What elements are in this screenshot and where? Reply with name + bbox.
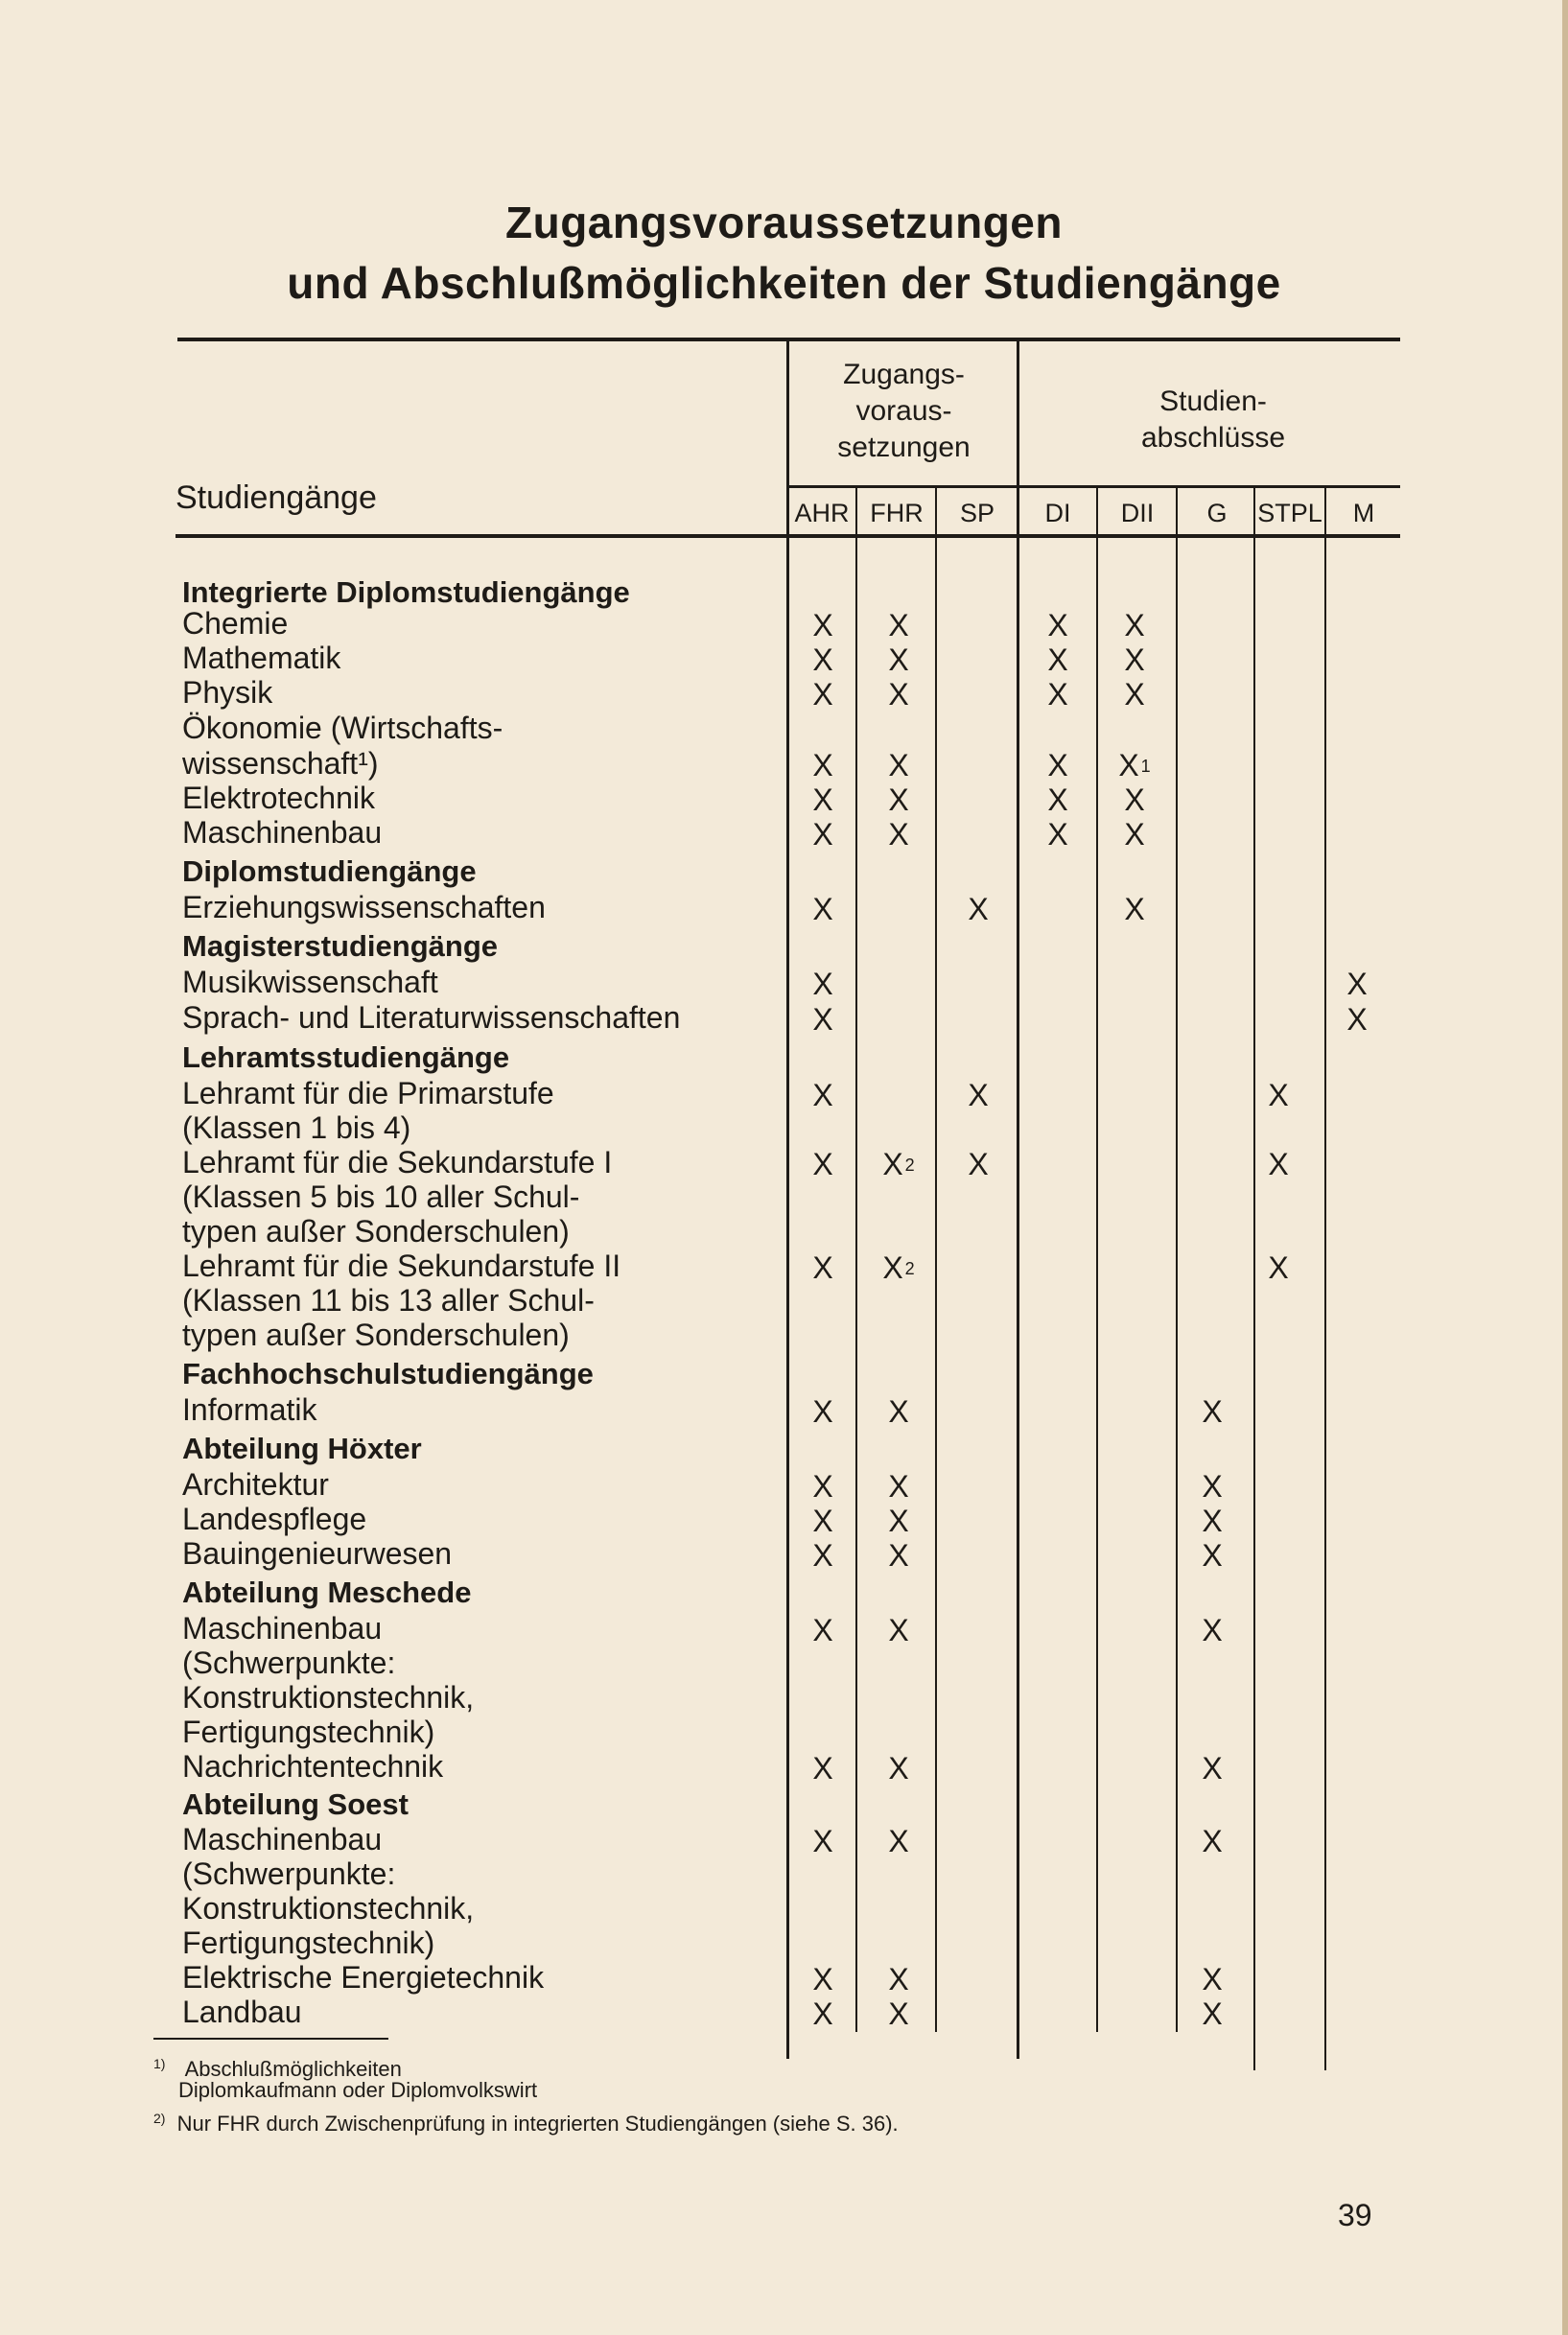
table-row xyxy=(0,1995,1568,2029)
program-label: (Klassen 5 bis 10 aller Schul- xyxy=(182,1179,580,1214)
mark-ahr xyxy=(804,642,842,677)
mark-x: X xyxy=(1202,1751,1223,1786)
column-header-ahr: AHR xyxy=(794,499,850,527)
mark-ahr xyxy=(804,782,842,817)
mark-ahr xyxy=(804,1824,842,1858)
program-label: typen außer Sonderschulen) xyxy=(182,1214,570,1249)
program-label: wissenschaft¹) xyxy=(182,746,379,781)
mark-x: X xyxy=(1124,677,1145,712)
category-row xyxy=(0,1432,1568,1466)
program-label: (Klassen 11 bis 13 aller Schul- xyxy=(182,1283,595,1318)
table-row xyxy=(0,1467,1568,1502)
program-label: Maschinenbau xyxy=(182,815,383,850)
mark-x: X xyxy=(888,1613,909,1647)
page-number: 39 xyxy=(1338,2198,1372,2232)
mark-x: X xyxy=(812,1538,833,1573)
program-label: Ökonomie (Wirtschafts- xyxy=(182,711,503,745)
category-label: Fachhochschulstudiengänge xyxy=(182,1357,594,1390)
program-label: Elektrotechnik xyxy=(182,781,375,815)
mark-x: X xyxy=(812,1147,833,1181)
mark-x: X xyxy=(812,1996,833,2031)
mark-x: X xyxy=(1047,782,1068,817)
mark-fhr xyxy=(879,1751,918,1786)
mark-x: X xyxy=(812,967,833,1001)
mark-x: X xyxy=(812,1469,833,1504)
table-row xyxy=(0,746,1568,781)
mark-x: X xyxy=(888,1962,909,1996)
mark-x: X xyxy=(888,1469,909,1504)
mark-ahr xyxy=(804,1250,842,1285)
program-label: Fertigungstechnik) xyxy=(182,1926,435,1960)
mark-x: X xyxy=(1124,892,1145,926)
column-header-sp: SP xyxy=(959,499,995,527)
mark-x: X xyxy=(1047,748,1068,782)
program-label: Landespflege xyxy=(182,1502,367,1536)
table-row xyxy=(0,1891,1568,1926)
footnote-ref: 1 xyxy=(1140,757,1151,776)
mark-fhr xyxy=(879,1394,918,1429)
program-label: Landbau xyxy=(182,1995,302,2029)
mark-m xyxy=(1338,1002,1376,1037)
mark-x: X xyxy=(968,1078,989,1112)
table-row xyxy=(0,1715,1568,1749)
table-row xyxy=(0,1318,1568,1352)
mark-stpl xyxy=(1259,1250,1298,1285)
program-label: Sprach- und Literaturwissenschaften xyxy=(182,1000,681,1035)
table-row xyxy=(0,781,1568,815)
mark-ahr xyxy=(804,1002,842,1037)
mark-dii xyxy=(1115,642,1154,677)
mark-fhr xyxy=(879,782,918,817)
mark-x: X xyxy=(888,642,909,677)
mark-stpl xyxy=(1259,1078,1298,1112)
mark-x: X xyxy=(812,1504,833,1538)
mark-x: X xyxy=(1124,782,1145,817)
category-label: Abteilung Höxter xyxy=(182,1432,422,1465)
mark-fhr xyxy=(879,817,918,852)
mark-di xyxy=(1039,817,1077,852)
mark-ahr xyxy=(804,892,842,926)
mark-x: X xyxy=(1202,1394,1223,1429)
mark-x: X xyxy=(1202,1996,1223,2031)
table-row xyxy=(0,606,1568,641)
mark-x: X xyxy=(888,1538,909,1573)
mark-x: X xyxy=(1118,748,1139,782)
mark-x: X xyxy=(888,817,909,852)
mark-ahr xyxy=(804,967,842,1001)
mark-x: X xyxy=(812,1002,833,1037)
header-group-zugang-line-1: Zugangs- xyxy=(843,359,965,390)
mark-ahr xyxy=(804,1751,842,1786)
column-header-g: G xyxy=(1206,499,1228,527)
mark-x: X xyxy=(812,817,833,852)
mark-di xyxy=(1039,677,1077,712)
mark-dii xyxy=(1115,892,1154,926)
mark-x: X xyxy=(888,677,909,712)
mark-ahr xyxy=(804,1078,842,1112)
mark-fhr xyxy=(879,1613,918,1647)
header-group-abschluss-line-1: Studien- xyxy=(1159,385,1267,417)
mark-x: X xyxy=(812,782,833,817)
mark-x: X xyxy=(888,1504,909,1538)
mark-x: X xyxy=(1268,1078,1289,1112)
mark-ahr xyxy=(804,748,842,782)
column-rule-4 xyxy=(1017,338,1019,2059)
mark-fhr xyxy=(879,1469,918,1504)
mark-dii xyxy=(1115,817,1154,852)
category-row xyxy=(0,1040,1568,1075)
header-group-zugang-line-2: voraus- xyxy=(855,395,952,427)
mark-x: X xyxy=(1124,817,1145,852)
mark-x: X xyxy=(882,1147,903,1181)
mark-dii xyxy=(1115,677,1154,712)
category-label: Lehramtsstudiengänge xyxy=(182,1040,510,1074)
mark-x: X xyxy=(888,782,909,817)
column-rule-7 xyxy=(1253,488,1255,2070)
footnote-2-marker: 2) xyxy=(153,2111,166,2126)
mark-ahr xyxy=(804,1962,842,1996)
mark-sp xyxy=(959,892,997,926)
mark-x: X xyxy=(812,608,833,642)
table-row xyxy=(0,1646,1568,1680)
mark-fhr xyxy=(879,677,918,712)
table-row xyxy=(0,711,1568,745)
mark-fhr xyxy=(879,748,918,782)
mark-fhr xyxy=(879,642,918,677)
column-header-fhr: FHR xyxy=(870,499,924,527)
mark-sp xyxy=(959,1147,997,1181)
program-label: Konstruktionstechnik, xyxy=(182,1891,475,1926)
mark-x: X xyxy=(1124,642,1145,677)
mark-x: X xyxy=(968,1147,989,1181)
mark-stpl xyxy=(1259,1147,1298,1181)
mark-fhr xyxy=(879,1824,918,1858)
footnote-1-marker: 1) xyxy=(153,2056,166,2071)
mark-x: X xyxy=(882,1250,903,1285)
mark-x: X xyxy=(1268,1147,1289,1181)
program-label: Mathematik xyxy=(182,641,341,675)
mark-g xyxy=(1193,1613,1231,1647)
mark-di xyxy=(1039,748,1077,782)
mark-dii xyxy=(1115,782,1154,817)
mark-di xyxy=(1039,642,1077,677)
mark-g xyxy=(1193,1996,1231,2031)
mark-g xyxy=(1193,1538,1231,1573)
category-row xyxy=(0,854,1568,889)
table-row xyxy=(0,815,1568,850)
mark-x: X xyxy=(812,677,833,712)
mark-x: X xyxy=(812,748,833,782)
header-mid-rule xyxy=(786,485,1400,488)
footnote-1-text-2: Diplomkaufmann oder Diplomvolkswirt xyxy=(178,2078,538,2102)
mark-x: X xyxy=(1346,967,1368,1001)
column-rule-2 xyxy=(855,488,857,2032)
table-row xyxy=(0,1145,1568,1179)
table-row xyxy=(0,1076,1568,1110)
table-row xyxy=(0,1926,1568,1960)
table-row xyxy=(0,1249,1568,1283)
category-row xyxy=(0,1576,1568,1610)
program-label: Lehramt für die Primarstufe xyxy=(182,1076,554,1110)
category-label: Diplomstudiengänge xyxy=(182,854,477,888)
table-row xyxy=(0,890,1568,924)
program-label: Bauingenieurwesen xyxy=(182,1536,453,1571)
program-label: Nachrichtentechnik xyxy=(182,1749,444,1784)
mark-fhr xyxy=(879,1996,918,2031)
mark-x: X xyxy=(812,1962,833,1996)
mark-di xyxy=(1039,608,1077,642)
category-label: Abteilung Meschede xyxy=(182,1576,472,1609)
mark-x: X xyxy=(888,608,909,642)
table-row xyxy=(0,1680,1568,1715)
footnote-2 xyxy=(153,2105,899,2137)
header-group-abschluss xyxy=(1021,384,1405,456)
table-row xyxy=(0,1179,1568,1214)
table-row xyxy=(0,1960,1568,1995)
mark-ahr xyxy=(804,1996,842,2031)
mark-x: X xyxy=(1202,1824,1223,1858)
mark-g xyxy=(1193,1504,1231,1538)
table-row xyxy=(0,1283,1568,1318)
table-row xyxy=(0,1749,1568,1784)
mark-x: X xyxy=(1202,1613,1223,1647)
mark-g xyxy=(1193,1962,1231,1996)
footnote-ref: 2 xyxy=(904,1156,915,1175)
mark-g xyxy=(1193,1824,1231,1858)
table-row xyxy=(0,641,1568,675)
mark-x: X xyxy=(1202,1962,1223,1996)
mark-ahr xyxy=(804,1394,842,1429)
mark-x: X xyxy=(888,1996,909,2031)
mark-di xyxy=(1039,782,1077,817)
mark-g xyxy=(1193,1394,1231,1429)
mark-g xyxy=(1193,1469,1231,1504)
mark-ahr xyxy=(804,677,842,712)
mark-x: X xyxy=(812,1613,833,1647)
table-row xyxy=(0,1856,1568,1891)
column-rule-8 xyxy=(1324,488,1326,2070)
mark-sp xyxy=(959,1078,997,1112)
table-row xyxy=(0,1392,1568,1427)
mark-x: X xyxy=(812,1751,833,1786)
table-row xyxy=(0,1536,1568,1571)
program-label: Maschinenbau xyxy=(182,1822,383,1856)
program-label: (Schwerpunkte: xyxy=(182,1856,396,1891)
mark-x: X xyxy=(1202,1469,1223,1504)
mark-ahr xyxy=(804,1147,842,1181)
mark-fhr xyxy=(879,1538,918,1573)
mark-x: X xyxy=(812,642,833,677)
table-row xyxy=(0,1822,1568,1856)
mark-fhr xyxy=(879,608,918,642)
column-header-m: M xyxy=(1352,499,1375,527)
mark-x: X xyxy=(812,1250,833,1285)
page-title-line-1: Zugangsvoraussetzungen xyxy=(505,198,1063,247)
program-label: Maschinenbau xyxy=(182,1611,383,1646)
mark-ahr xyxy=(804,1469,842,1504)
mark-fhr xyxy=(879,1962,918,1996)
table-row xyxy=(0,1611,1568,1646)
column-rule-3 xyxy=(935,488,937,2032)
table-row xyxy=(0,1110,1568,1145)
program-label: Lehramt für die Sekundarstufe II xyxy=(182,1249,621,1283)
program-label: Musikwissenschaft xyxy=(182,965,438,999)
mark-ahr xyxy=(804,1613,842,1647)
mark-ahr xyxy=(804,1504,842,1538)
mark-x: X xyxy=(888,1394,909,1429)
column-rule-1 xyxy=(786,338,789,2059)
mark-x: X xyxy=(1047,642,1068,677)
program-label: Konstruktionstechnik, xyxy=(182,1680,475,1715)
category-row xyxy=(0,575,1568,610)
header-row-label: Studiengänge xyxy=(176,479,377,516)
mark-x: X xyxy=(1047,817,1068,852)
table-row xyxy=(0,675,1568,710)
mark-x: X xyxy=(888,748,909,782)
program-label: Architektur xyxy=(182,1467,329,1502)
category-label: Abteilung Soest xyxy=(182,1787,409,1821)
mark-x: X xyxy=(812,1824,833,1858)
program-label: Physik xyxy=(182,675,273,710)
mark-ahr xyxy=(804,817,842,852)
mark-fhr xyxy=(879,1504,918,1538)
mark-x: X xyxy=(1202,1504,1223,1538)
program-label: Lehramt für die Sekundarstufe I xyxy=(182,1145,613,1179)
footnote-ref: 2 xyxy=(904,1259,915,1278)
column-header-dii: DII xyxy=(1120,499,1155,527)
mark-x: X xyxy=(1346,1002,1368,1037)
footnote-rule xyxy=(153,2038,388,2040)
mark-x: X xyxy=(888,1751,909,1786)
mark-m xyxy=(1338,967,1376,1001)
category-row xyxy=(0,1787,1568,1822)
program-label: (Schwerpunkte: xyxy=(182,1646,396,1680)
mark-x: X xyxy=(812,1078,833,1112)
program-label: Elektrische Energietechnik xyxy=(182,1960,545,1995)
program-label: Informatik xyxy=(182,1392,317,1427)
program-label: Erziehungswissenschaften xyxy=(182,890,546,924)
mark-g xyxy=(1193,1751,1231,1786)
table-row xyxy=(0,965,1568,999)
category-row xyxy=(0,1357,1568,1391)
program-label: (Klassen 1 bis 4) xyxy=(182,1110,411,1145)
column-header-stpl: STPL xyxy=(1257,499,1322,527)
program-label: typen außer Sonderschulen) xyxy=(182,1318,570,1352)
category-label: Magisterstudiengänge xyxy=(182,929,498,963)
footnote-1-line-2 xyxy=(178,2077,537,2104)
category-label: Integrierte Diplomstudiengänge xyxy=(182,575,630,609)
mark-x: X xyxy=(1202,1538,1223,1573)
page-title-line-2: und Abschlußmöglichkeiten der Studiengänge xyxy=(287,258,1281,308)
table-row xyxy=(0,1000,1568,1035)
footnote-2-text: Nur FHR durch Zwischenprüfung in integrierten Studiengängen (siehe S. 36). xyxy=(176,2112,899,2137)
header-group-abschluss-line-2: abschlüsse xyxy=(1140,422,1286,454)
mark-x: X xyxy=(812,892,833,926)
mark-ahr xyxy=(804,608,842,642)
header-group-zugang-line-3: setzungen xyxy=(837,432,971,463)
column-header-di: DI xyxy=(1044,499,1071,527)
program-label: Chemie xyxy=(182,606,289,641)
header-group-zugang xyxy=(786,357,1021,466)
column-rule-6 xyxy=(1176,488,1178,2032)
mark-x: X xyxy=(1047,677,1068,712)
mark-x: X xyxy=(888,1824,909,1858)
mark-ahr xyxy=(804,1538,842,1573)
mark-x: X xyxy=(968,892,989,926)
mark-dii xyxy=(1115,608,1154,642)
mark-x: X xyxy=(1268,1250,1289,1285)
footnote-1-text-1: Abschlußmöglichkeiten xyxy=(184,2057,402,2082)
table-row xyxy=(0,1214,1568,1249)
mark-x: X xyxy=(1124,608,1145,642)
category-row xyxy=(0,929,1568,964)
program-label: Fertigungstechnik) xyxy=(182,1715,435,1749)
column-rule-5 xyxy=(1096,488,1098,2032)
table-row xyxy=(0,1502,1568,1536)
mark-x: X xyxy=(812,1394,833,1429)
mark-x: X xyxy=(1047,608,1068,642)
